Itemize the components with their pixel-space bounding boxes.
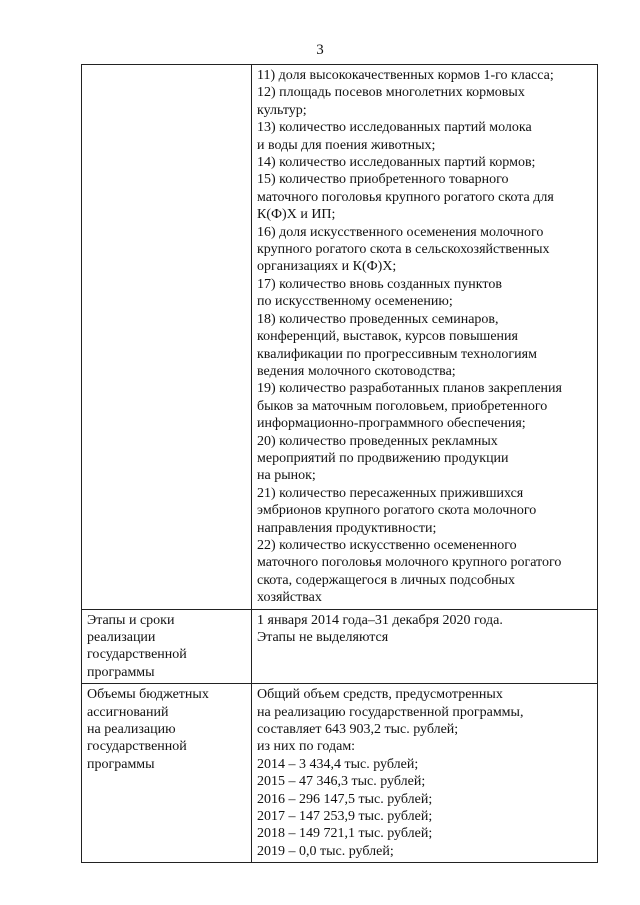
- list-item: [257, 808, 593, 825]
- list-item-line: культур;: [257, 102, 307, 118]
- row-label-cell: [82, 65, 252, 610]
- list-item-line: скота, содержащегося в личных подсобных: [257, 572, 516, 588]
- list-item-line: Этапы не выделяются: [257, 630, 389, 645]
- list-item: [257, 380, 593, 432]
- list-item-line: из них по годам:: [257, 739, 356, 755]
- row-label-cell: [82, 609, 252, 684]
- list-item-line: направления продуктивности;: [257, 520, 437, 536]
- list-item-line: 17) количество вновь созданных пунктов: [257, 276, 502, 292]
- list-item: [257, 773, 593, 790]
- list-item: [257, 433, 593, 485]
- list-item-line: 2019 – 0,0 тыс. рублей;: [257, 843, 394, 859]
- list-item-line: ведения молочного скотоводства;: [257, 363, 456, 379]
- list-item: [257, 311, 593, 381]
- row-value-cell: [252, 65, 598, 610]
- row-value-cell: [252, 609, 598, 684]
- list-item-line: организациях и К(Ф)Х;: [257, 259, 397, 275]
- row-value-cell: [252, 684, 598, 863]
- list-item: [257, 67, 593, 84]
- list-item-line: 1 января 2014 года–31 декабря 2020 года.: [257, 612, 503, 628]
- list-item-line: эмбрионов крупного рогатого скота молочного: [257, 503, 537, 519]
- row-label-line: на реализацию: [87, 722, 176, 738]
- list-item-line: Общий объем средств, предусмотренных: [257, 687, 503, 703]
- list-item-line: 15) количество приобретенного товарного: [257, 172, 509, 188]
- list-item-line: конференций, выставок, курсов повышения: [257, 329, 518, 345]
- list-item: [257, 537, 593, 607]
- list-item-line: и воды для поения животных;: [257, 137, 436, 153]
- list-item-line: быков за маточным поголовьем, приобретенного: [257, 398, 548, 414]
- list-item: [257, 843, 593, 860]
- list-item-line: 2018 – 149 721,1 тыс. рублей;: [257, 826, 433, 842]
- list-item-line: 14) количество исследованных партий кормов;: [257, 155, 536, 171]
- list-item: [257, 154, 593, 171]
- list-item-line: 19) количество разработанных планов закрепления: [257, 381, 562, 397]
- list-item-line: 12) площадь посевов многолетних кормовых: [257, 85, 525, 101]
- table-row: [82, 684, 598, 863]
- list-item-line: мероприятий по продвижению продукции: [257, 450, 509, 466]
- list-item-line: 2016 – 296 147,5 тыс. рублей;: [257, 791, 433, 807]
- list-item-line: квалификации по прогрессивным технологиям: [257, 346, 537, 362]
- row-label-line: реализации: [87, 630, 156, 645]
- list-item-line: по искусственному осеменению;: [257, 294, 453, 310]
- row-label-line: государственной: [87, 647, 187, 663]
- list-item-line: информационно-программного обеспечения;: [257, 416, 526, 432]
- list-item: [257, 84, 593, 119]
- row-label-line: программы: [87, 756, 155, 772]
- list-item: [257, 485, 593, 537]
- list-item: [257, 629, 593, 646]
- list-item-line: маточного поголовья молочного крупного рогатого: [257, 555, 562, 571]
- list-item-line: крупного рогатого скота в сельскохозяйственных: [257, 242, 550, 258]
- list-item-line: составляет 643 903,2 тыс. рублей;: [257, 722, 459, 738]
- list-item-line: 21) количество пересаженных прижившихся: [257, 485, 524, 501]
- list-item: [257, 171, 593, 223]
- list-item-line: К(Ф)Х и ИП;: [257, 207, 336, 223]
- row-label-line: ассигнований: [87, 704, 169, 720]
- page-number: 3: [316, 42, 324, 58]
- list-item-line: 18) количество проведенных семинаров,: [257, 311, 499, 327]
- row-label-line: Этапы и сроки: [87, 612, 175, 628]
- list-item-line: хозяйствах: [257, 590, 322, 606]
- list-item: [257, 791, 593, 808]
- list-item: [257, 276, 593, 311]
- list-item-line: 2015 – 47 346,3 тыс. рублей;: [257, 774, 426, 790]
- list-item-line: 2017 – 147 253,9 тыс. рублей;: [257, 809, 433, 825]
- list-item-line: на реализацию государственной программы,: [257, 704, 524, 720]
- row-label-line: Объемы бюджетных: [87, 687, 209, 703]
- list-item-line: 13) количество исследованных партий молока: [257, 120, 532, 136]
- table-row: [82, 609, 598, 684]
- list-item: [257, 825, 593, 842]
- list-item: [257, 224, 593, 276]
- program-passport-table: [81, 64, 598, 863]
- table-row: [82, 65, 598, 610]
- row-label-cell: [82, 684, 252, 863]
- list-item: [257, 119, 593, 154]
- list-item-line: 16) доля искусственного осеменения молочного: [257, 224, 544, 240]
- row-label-line: программы: [87, 664, 155, 680]
- list-item-line: маточного поголовья крупного рогатого скота для: [257, 189, 554, 205]
- list-item-line: 22) количество искусственно осемененного: [257, 537, 517, 553]
- list-item: [257, 612, 593, 629]
- list-item-line: 20) количество проведенных рекламных: [257, 433, 498, 449]
- list-item: [257, 686, 593, 756]
- list-item-line: 11) доля высококачественных кормов 1-го класса;: [257, 68, 554, 83]
- list-item: [257, 756, 593, 773]
- row-label-line: государственной: [87, 739, 187, 755]
- list-item-line: на рынок;: [257, 468, 316, 484]
- list-item-line: 2014 – 3 434,4 тыс. рублей;: [257, 756, 419, 772]
